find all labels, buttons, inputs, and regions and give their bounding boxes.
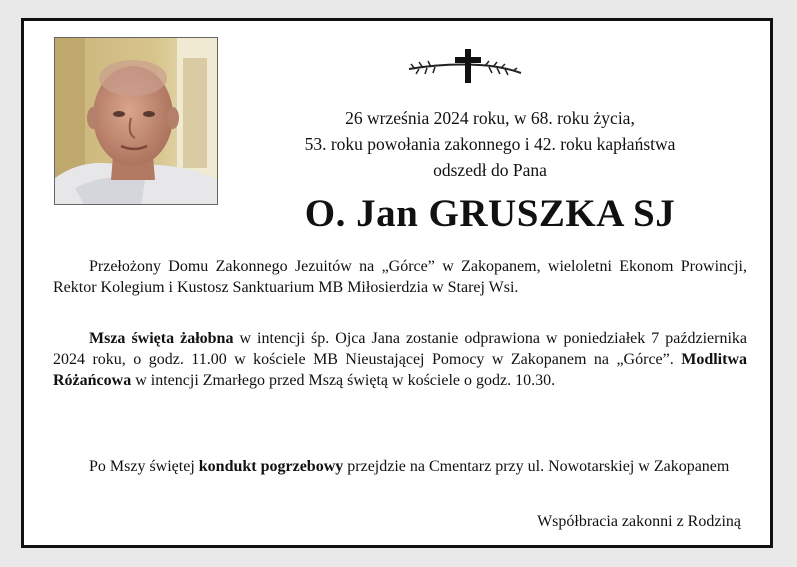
announce-line: 53. roku powołania zakonnego i 42. roku kapłaństwa bbox=[304, 134, 676, 154]
obituary-notice bbox=[21, 18, 773, 548]
deceased-name: O. Jan GRUSZKA SJ bbox=[304, 192, 676, 235]
portrait-photo bbox=[54, 37, 218, 205]
mass-bold: Msza święta żałobna bbox=[89, 330, 234, 347]
rosary-bold: Modlitwa Różańcowa bbox=[53, 351, 747, 389]
announce-line: odszedł do Pana bbox=[433, 160, 547, 180]
biography-paragraph bbox=[53, 256, 747, 298]
funeral-text-a: Po Mszy świętej bbox=[89, 458, 199, 475]
announcement bbox=[220, 105, 760, 183]
mass-text: w intencji śp. Ojca Jana zostanie odprawiona w poniedziałek 7 października 2024 roku, o godz. 11.00 w kościele MB Nieustającej Pomocy w Zakopanem na „Górce”. bbox=[53, 330, 748, 368]
funeral-text-b: przejdzie na Cmentarz przy ul. Nowotarskiej w Zakopanem bbox=[343, 458, 730, 475]
funeral-paragraph bbox=[53, 456, 747, 477]
procession-bold: kondukt pogrzebowy bbox=[198, 458, 344, 475]
mass-paragraph bbox=[53, 328, 747, 391]
cross-with-palm-icon bbox=[405, 47, 525, 87]
signature: Współbracia zakonni z Rodziną bbox=[537, 513, 741, 530]
biography-text: Przełożony Domu Zakonnego Jezuitów na „Górce” w Zakopanem, wieloletni Ekonom Prowincji, Rektor Kolegium i Kustosz Sanktuarium MB Miłosierdzia w Starej Wsi. bbox=[53, 258, 747, 296]
rosary-text: w intencji Zmarłego przed Mszą świętą w kościele o godz. 10.30. bbox=[131, 372, 556, 389]
announce-line: 26 września 2024 roku, w 68. roku życia, bbox=[345, 108, 635, 128]
